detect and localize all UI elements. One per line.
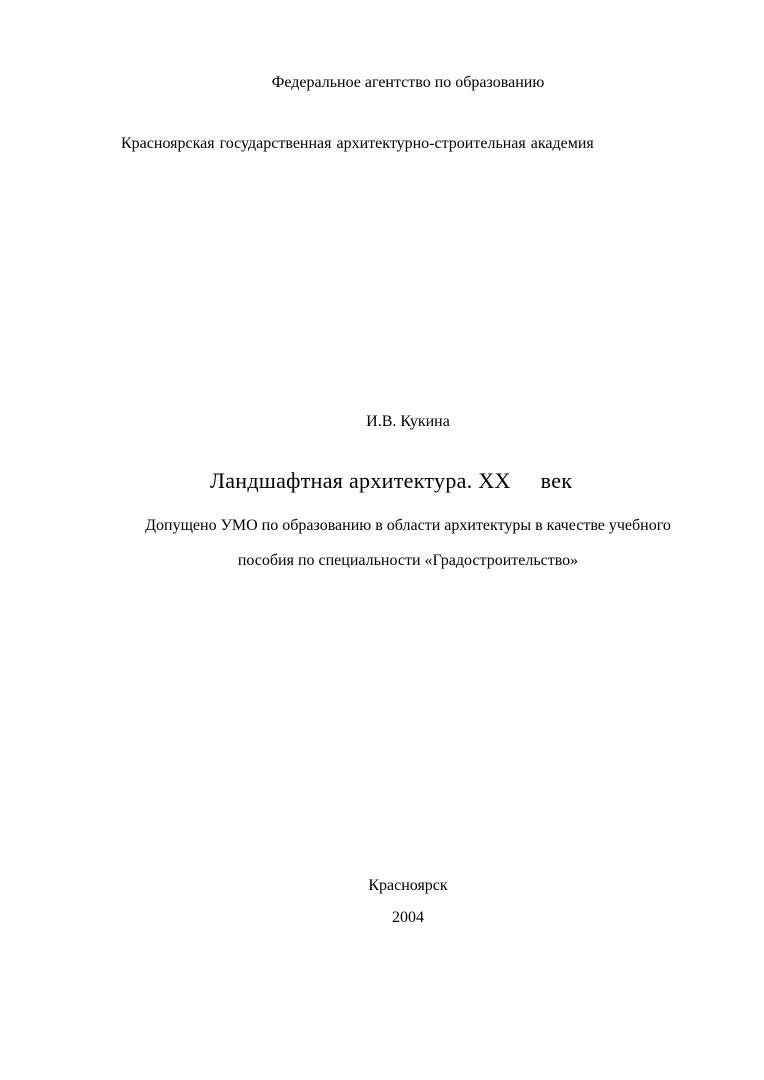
book-title-century: век bbox=[540, 468, 573, 493]
approval-line-2: пособия по специальности «Градостроительство» bbox=[237, 552, 579, 569]
approval-line-1: Допущено УМО по образованию в области архитектуры в качестве учебного bbox=[145, 517, 671, 534]
author-name: И.В. Кукина bbox=[366, 413, 450, 430]
book-title bbox=[210, 470, 572, 492]
academy-name: Красноярская государственная архитектурно-строительная академия bbox=[121, 135, 594, 152]
agency-name: Федеральное агентство по образованию bbox=[271, 74, 545, 91]
book-title-main: Ландшафтная архитектура. XX bbox=[210, 468, 511, 493]
publication-city: Красноярск bbox=[368, 877, 448, 894]
publication-year: 2004 bbox=[392, 909, 424, 926]
